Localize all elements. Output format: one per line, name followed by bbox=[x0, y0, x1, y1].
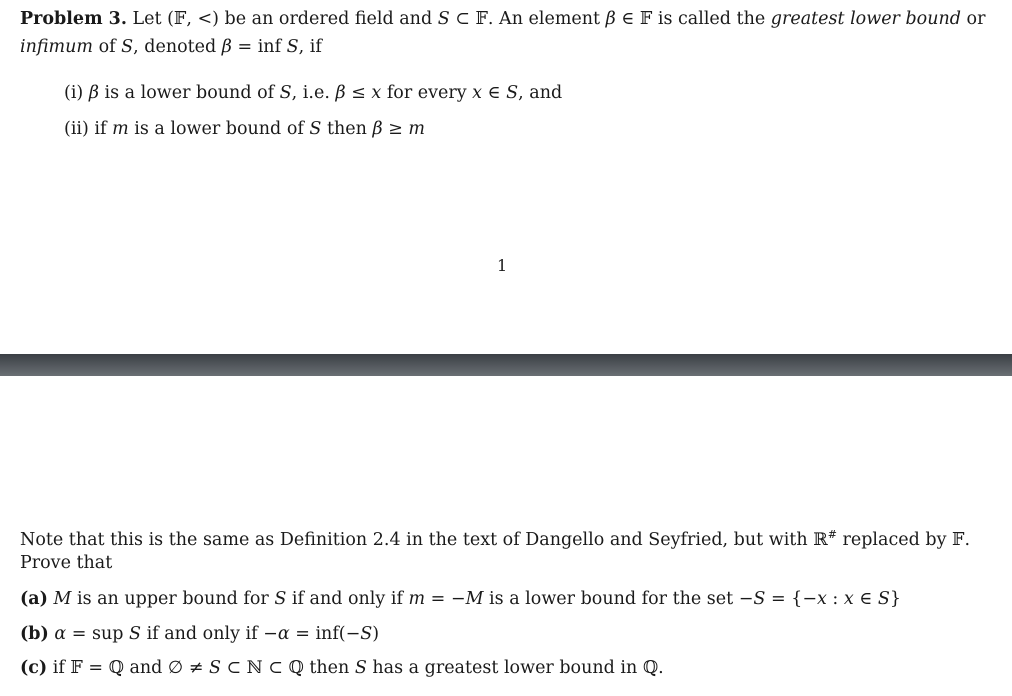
text: replaced by 𝔽. bbox=[836, 529, 971, 550]
math-var: S bbox=[279, 83, 292, 103]
math-var: M bbox=[53, 589, 72, 609]
math-var: α bbox=[54, 624, 67, 644]
math-var: m bbox=[112, 119, 129, 139]
text: ∈ bbox=[482, 83, 507, 103]
text: : bbox=[826, 589, 844, 609]
math-var: S bbox=[753, 589, 766, 609]
text: } bbox=[889, 589, 901, 609]
text: ) bbox=[372, 624, 380, 644]
math-var: S bbox=[121, 37, 134, 57]
problem-label: Problem 3. bbox=[20, 9, 127, 29]
text: is a lower bound of bbox=[128, 119, 310, 139]
text: = − bbox=[425, 589, 466, 609]
text: = {− bbox=[765, 589, 817, 609]
text: Note that this is the same as Definition 2.4 in the text of Dangello and Seyfried, but with ℝ bbox=[20, 529, 828, 550]
emphasis-term: infimum bbox=[20, 37, 93, 57]
note-line bbox=[20, 524, 970, 551]
math-var: S bbox=[506, 83, 519, 103]
text: has a greatest lower bound in ℚ. bbox=[366, 658, 664, 678]
page-number: 1 bbox=[497, 256, 508, 275]
text: if and only if − bbox=[141, 624, 278, 644]
text: ⊂ ℕ ⊂ ℚ then bbox=[220, 658, 355, 678]
item-label: (ii) bbox=[64, 119, 95, 139]
text: , and bbox=[518, 83, 563, 103]
text: if 𝔽 = ℚ and ∅ ≠ bbox=[47, 658, 209, 678]
math-var: S bbox=[309, 119, 322, 139]
math-var: S bbox=[360, 624, 373, 644]
math-var: β bbox=[372, 119, 383, 139]
math-var: S bbox=[877, 589, 890, 609]
text: of bbox=[93, 37, 122, 57]
definition-line bbox=[20, 36, 322, 58]
part-label: (b) bbox=[20, 624, 49, 644]
text: if and only if bbox=[286, 589, 409, 609]
text: , if bbox=[298, 37, 322, 57]
part-label: (c) bbox=[20, 658, 48, 678]
text: or bbox=[960, 9, 986, 29]
math-var: m bbox=[408, 119, 425, 139]
text: , denoted bbox=[133, 37, 222, 57]
text: , i.e. bbox=[291, 83, 336, 103]
math-var: α bbox=[277, 624, 290, 644]
math-var: S bbox=[274, 589, 287, 609]
part-b bbox=[20, 623, 379, 645]
math-var: m bbox=[408, 589, 426, 609]
problem-heading-line bbox=[20, 8, 985, 30]
text: = inf bbox=[231, 37, 287, 57]
emphasis-term: greatest lower bound bbox=[770, 9, 961, 29]
text: is an upper bound for bbox=[71, 589, 275, 609]
part-label: (a) bbox=[20, 589, 48, 609]
math-var: M bbox=[465, 589, 484, 609]
text: ⊂ 𝔽. An element bbox=[449, 9, 606, 29]
text: for every bbox=[381, 83, 473, 103]
part-c bbox=[20, 657, 664, 679]
page-separator bbox=[0, 354, 1012, 376]
condition-ii bbox=[64, 118, 425, 140]
math-var: x bbox=[843, 589, 854, 609]
condition-i bbox=[64, 82, 562, 104]
math-var: β bbox=[605, 9, 616, 29]
superscript: # bbox=[827, 528, 837, 541]
text: ∈ 𝔽 is called the bbox=[615, 9, 771, 29]
prove-that-line: Prove that bbox=[20, 553, 113, 573]
text: then bbox=[321, 119, 373, 139]
math-var: x bbox=[472, 83, 483, 103]
text: if bbox=[94, 119, 113, 139]
math-var: S bbox=[129, 624, 142, 644]
math-var: S bbox=[354, 658, 367, 678]
math-var: S bbox=[208, 658, 221, 678]
math-var: S bbox=[286, 37, 299, 57]
text: ∈ bbox=[853, 589, 878, 609]
text: is a lower bound of bbox=[98, 83, 280, 103]
math-var: β bbox=[88, 83, 99, 103]
math-var: S bbox=[437, 9, 450, 29]
math-var: x bbox=[816, 589, 827, 609]
text: ≤ bbox=[345, 83, 372, 103]
text: Let (𝔽, <) be an ordered field and bbox=[126, 9, 438, 29]
text: is a lower bound for the set − bbox=[483, 589, 754, 609]
math-var: β bbox=[335, 83, 346, 103]
part-a bbox=[20, 588, 901, 610]
text: = sup bbox=[66, 624, 130, 644]
text: = inf(− bbox=[289, 624, 361, 644]
math-var: x bbox=[371, 83, 382, 103]
math-var: β bbox=[221, 37, 232, 57]
item-label: (i) bbox=[64, 83, 89, 103]
text: ≥ bbox=[382, 119, 409, 139]
